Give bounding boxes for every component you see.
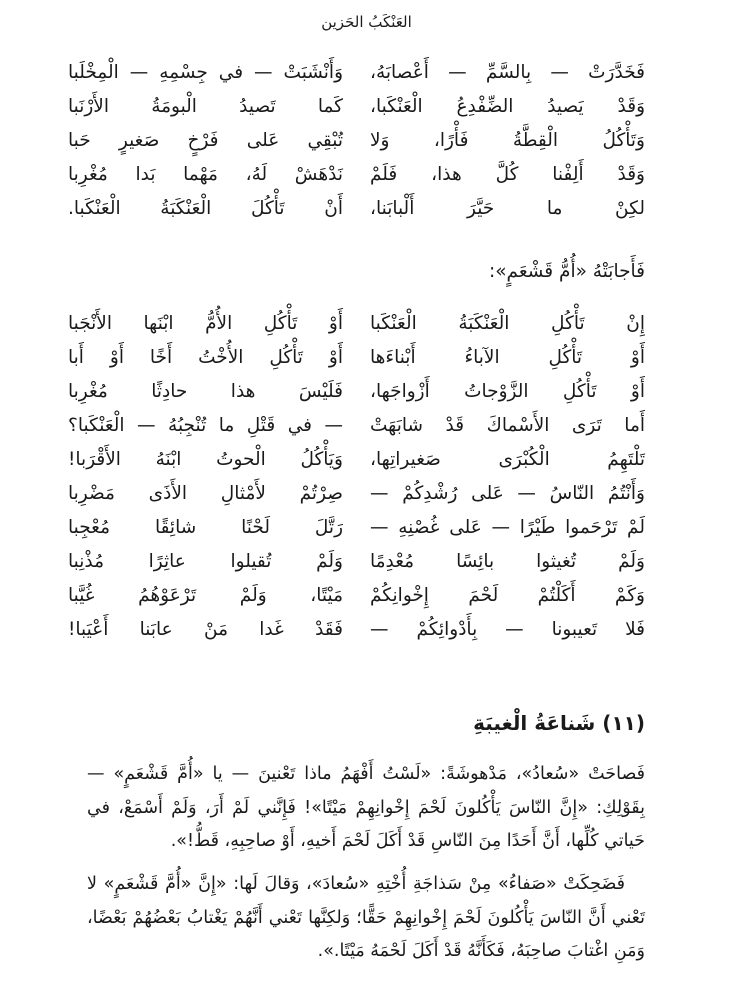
verse-second-hemistich: كَما تَصيدُ الْبومَةُ الأَرْنَبا bbox=[68, 96, 343, 117]
section-heading: (١١) شَناعَةُ الْغيبَةِ bbox=[473, 711, 645, 735]
verse-second-hemistich: — في قَتْلِ ما تُنْجِبُهُ — الْعَنْكَبا؟ bbox=[68, 415, 343, 436]
verse-second-hemistich: رَتَّلَ لَحْنًا شائِقًا مُعْجِبا bbox=[68, 517, 343, 538]
verse-first-hemistich: وَكَمْ أَكَلْتُمْ لَحْمَ إِخْوانِكُمْ bbox=[370, 585, 645, 606]
verse-second-hemistich: مَيْتًا، وَلَمْ تَرْعَوْهُمُ غُيَّبا bbox=[68, 585, 343, 606]
verse-line bbox=[0, 92, 733, 126]
poem-stanza-2 bbox=[0, 309, 733, 649]
verse-line bbox=[0, 377, 733, 411]
verse-second-hemistich: فَلَيْسَ هذا حادِثًا مُغْرِبا bbox=[68, 381, 343, 402]
verse-line bbox=[0, 343, 733, 377]
verse-second-hemistich: وَيَأْكُلُ الْحوتُ ابْنَهُ الأَقْرَبا! bbox=[68, 449, 343, 470]
verse-first-hemistich: أَوْ تَأْكُلِ الزَّوْجاتُ أَزْواجَها، bbox=[370, 381, 645, 402]
verse-second-hemistich: صِرْتُمْ لأَمْثالِ الأَذَى مَضْرِبا bbox=[68, 483, 343, 504]
verse-first-hemistich: وَأَنْتُمُ النّاسُ — عَلى رُشْدِكُمْ — bbox=[370, 483, 645, 504]
verse-line bbox=[0, 547, 733, 581]
verse-line bbox=[0, 411, 733, 445]
prose-paragraph: فَضَحِكَتْ «صَفاءُ» مِنْ سَذاجَةِ أُخْتِهِ «سُعادَ»، وَقالَ لَها: «إِنَّ «أُمَّ قَشْعَمٍ» لا تَعْني أَنَّ النّاسَ يَأْكُلونَ لَحْمَ إِخْوانِهِمْ حَقًّا؛ وَلكِنَّها تَعْني أَنَّهُمْ يَغْتابُ بَعْضُهُمْ بَعْضًا، وَمَنِ اغْتابَ صاحِبَهُ، فَكَأَنَّهُ قَدْ أَكَلَ لَحْمَهُ مَيْتًا.». bbox=[87, 874, 645, 961]
verse-first-hemistich: وَقَدْ يَصيدُ الضِّفْدِعُ الْعَنْكَبا، bbox=[370, 96, 645, 117]
verse-first-hemistich: لكِنْ ما حَيَّرَ أَلْبابَنا، bbox=[370, 198, 645, 219]
verse-first-hemistich: وَتَأْكُلُ الْقِطَّةُ فَأْرًا، وَلا bbox=[370, 130, 645, 151]
verse-first-hemistich: أَوْ تَأْكُلِ الآباءُ أَبْناءَها bbox=[370, 347, 645, 368]
verse-line bbox=[0, 445, 733, 479]
verse-first-hemistich: أَما تَرَى الأَسْماكَ قَدْ شابَهَتْ bbox=[370, 415, 645, 436]
prose-paragraph: فَصاحَتْ «سُعادُ»، مَدْهوشَةً: «لَسْتُ أَفْهَمُ ماذا تَعْنينَ — يا «أُمَّ قَشْعَمٍ» — بِقَوْلِكِ: «إِنَّ النّاسَ يَأْكُلونَ لَحْمَ إِخْوانِهِمْ مَيْتًا»! فَإِنَّني لَمْ أَرَ، وَلَمْ أَسْمَعْ، في حَياتي كُلِّها، أَنَّ أَحَدًا مِنَ النّاسِ قَدْ أَكَلَ لَحْمَ أَخيهِ، أَوْ صاحِبِهِ، قَطُّ!». bbox=[87, 764, 645, 851]
verse-second-hemistich: فَقَدْ غَدا مَنْ عابَنا أَعْيَبا! bbox=[68, 619, 343, 640]
verse-second-hemistich: أَنْ تَأْكُلَ الْعَنْكَبَةُ الْعَنْكَبا. bbox=[68, 198, 343, 219]
verse-line bbox=[0, 126, 733, 160]
verse-first-hemistich: وَلَمْ تُغيثوا بائِسًا مُعْدِمًا bbox=[370, 551, 645, 572]
running-header: العَنْكَبُ الحَزين bbox=[321, 13, 412, 31]
verse-line bbox=[0, 160, 733, 194]
verse-second-hemistich: تُبْقِي عَلى فَرْخٍ صَغيرٍ حَبا bbox=[68, 130, 343, 151]
verse-first-hemistich: لَمْ تَرْحَموا طَيْرًا — عَلى غُصْنِهِ — bbox=[370, 517, 645, 538]
verse-first-hemistich: وَقَدْ أَلِفْنا كُلَّ هذا، فَلَمْ bbox=[370, 164, 645, 185]
verse-second-hemistich: أَوْ تَأْكُلِ الأُمُّ ابْنَها الأَنْجَبا bbox=[68, 313, 343, 334]
verse-line bbox=[0, 194, 733, 228]
verse-line bbox=[0, 58, 733, 92]
verse-first-hemistich: تَلْتَهِمُ الْكُبْرَى صَغيراتِها، bbox=[370, 449, 645, 470]
verse-line bbox=[0, 309, 733, 343]
verse-second-hemistich: وَأَنْشَبَتْ — في جِسْمِهِ — الْمِخْلَبا bbox=[68, 62, 343, 83]
verse-second-hemistich: وَلَمْ تُقيلوا عاثِرًا مُذْنِبا bbox=[68, 551, 343, 572]
verse-first-hemistich: فَخَدَّرَتْ — بِالسَّمِّ — أَعْصابَهُ، bbox=[370, 62, 645, 83]
verse-second-hemistich: أَوْ تَأْكُلِ الأُخْتُ أَخًا أَوْ أَبا bbox=[68, 347, 343, 368]
verse-first-hemistich: فَلا تَعيبونا — بِأَدْوائِكُمْ — bbox=[370, 619, 645, 640]
verse-line bbox=[0, 581, 733, 615]
verse-first-hemistich: إِنْ تَأْكُلِ الْعَنْكَبَةُ الْعَنْكَبا bbox=[370, 313, 645, 334]
verse-line bbox=[0, 479, 733, 513]
verse-line bbox=[0, 513, 733, 547]
poem-stanza-1 bbox=[0, 58, 733, 228]
verse-second-hemistich: نَدْهَشْ لَهُ، مَهْما بَدا مُغْرِبا bbox=[68, 164, 343, 185]
dialogue-intro: فَأَجابَتْهُ «أُمُّ قَشْعَمٍ»: bbox=[488, 261, 645, 282]
verse-line bbox=[0, 615, 733, 649]
